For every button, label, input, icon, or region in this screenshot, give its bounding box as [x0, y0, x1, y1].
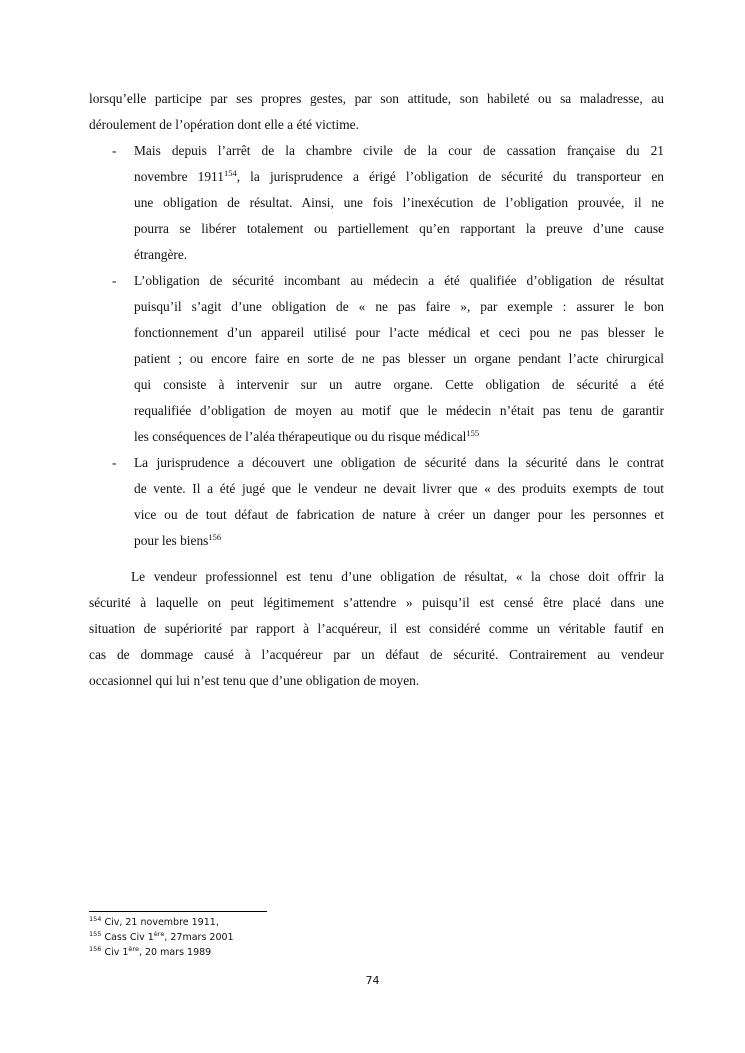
footnote [89, 930, 234, 945]
text-span: pour les biens [134, 533, 209, 548]
footnote-number: 156 [89, 945, 102, 953]
bullet-dash: - [112, 455, 117, 470]
footnote-text: Civ 1 [104, 947, 129, 958]
text-line: étrangère. [134, 247, 188, 262]
text-line: de vente. Il a été jugé que le vendeur ne devait livrer que « des produits exempts de tout [134, 481, 664, 496]
footnote-ref[interactable]: 156 [208, 532, 222, 542]
body-paragraph [89, 564, 664, 694]
text-line: puisqu’il s’agit d’une obligation de « ne pas faire », par exemple : assurer le bon [134, 299, 664, 314]
text-span: les conséquences de l’aléa thérapeutique ou du risque médical [134, 429, 467, 444]
text-line [89, 528, 664, 554]
footnote-text: Cass Civ 1 [104, 932, 154, 943]
text-span: novembre 1911 [134, 169, 224, 184]
footnote-number: 154 [89, 915, 102, 923]
text-line: qui consiste à intervenir sur un autre organe. Cette obligation de sécurité a été [134, 377, 664, 392]
superscript: ère [153, 930, 165, 938]
page-number: 74 [365, 974, 380, 987]
footnotes [89, 915, 234, 960]
text-line: déroulement de l’opération dont elle a été victime. [89, 117, 359, 132]
bullet-item-1 [89, 138, 664, 268]
footnote [89, 945, 234, 960]
text-line [89, 424, 664, 450]
text-line: occasionnel qui lui n’est tenu que d’une obligation de moyen. [89, 673, 420, 688]
text-line [89, 164, 664, 190]
footnote-separator [89, 911, 267, 912]
text-line: L’obligation de sécurité incombant au médecin a été qualifiée d’obligation de résultat [134, 273, 664, 288]
intro-paragraph [89, 86, 664, 138]
text-line: requalifiée d’obligation de moyen au motif que le médecin n’était pas tenu de garantir [134, 403, 664, 418]
text-line: vice ou de tout défaut de fabrication de nature à créer un danger pour les personnes et [134, 507, 664, 522]
page-body [89, 86, 664, 694]
text-line: Mais depuis l’arrêt de la chambre civile de la cour de cassation française du 21 [134, 143, 664, 158]
footnote-ref[interactable]: 155 [466, 428, 480, 438]
superscript: ère [128, 945, 139, 953]
text-line: fonctionnement d’un appareil utilisé pour l’acte médical et ceci pou ne pas blesser le [134, 325, 664, 340]
footnote-ref[interactable]: 154 [223, 168, 237, 178]
paragraph-gap [89, 554, 664, 564]
footnote-number: 155 [89, 930, 102, 938]
bullet-dash: - [112, 273, 117, 288]
text-span: , la jurisprudence a érigé l’obligation de sécurité du transporteur en [236, 169, 664, 184]
footnote-text: Civ, 21 novembre 1911, [104, 917, 219, 928]
text-line: sécurité à laquelle on peut légitimement s’attendre » puisqu’il est censé être placé dans une [89, 595, 664, 610]
text-line: Le vendeur professionnel est tenu d’une obligation de résultat, « la chose doit offrir la [131, 569, 664, 584]
footnote [89, 915, 234, 930]
text-line: situation de supériorité par rapport à l’acquéreur, il est considéré comme un véritable fautif en [89, 621, 664, 636]
text-line: une obligation de résultat. Ainsi, une fois l’inexécution de l’obligation prouvée, il ne [134, 195, 664, 210]
footnote-text: , 27mars 2001 [164, 932, 234, 943]
text-line: lorsqu’elle participe par ses propres gestes, par son attitude, son habileté ou sa maladresse, au [89, 91, 664, 106]
text-line: La jurisprudence a découvert une obligation de sécurité dans la sécurité dans le contrat [134, 455, 664, 470]
bullet-item-3 [89, 450, 664, 554]
text-line: cas de dommage causé à l’acquéreur par un défaut de sécurité. Contrairement au vendeur [89, 647, 664, 662]
bullet-dash: - [112, 143, 117, 158]
text-line: patient ; ou encore faire en sorte de ne pas blesser un organe pendant l’acte chirurgical [134, 351, 664, 366]
bullet-item-2 [89, 268, 664, 450]
footnote-text: , 20 mars 1989 [138, 947, 212, 958]
text-line: pourra se libérer totalement ou partiellement qu’en rapportant la preuve d’une cause [134, 221, 664, 236]
